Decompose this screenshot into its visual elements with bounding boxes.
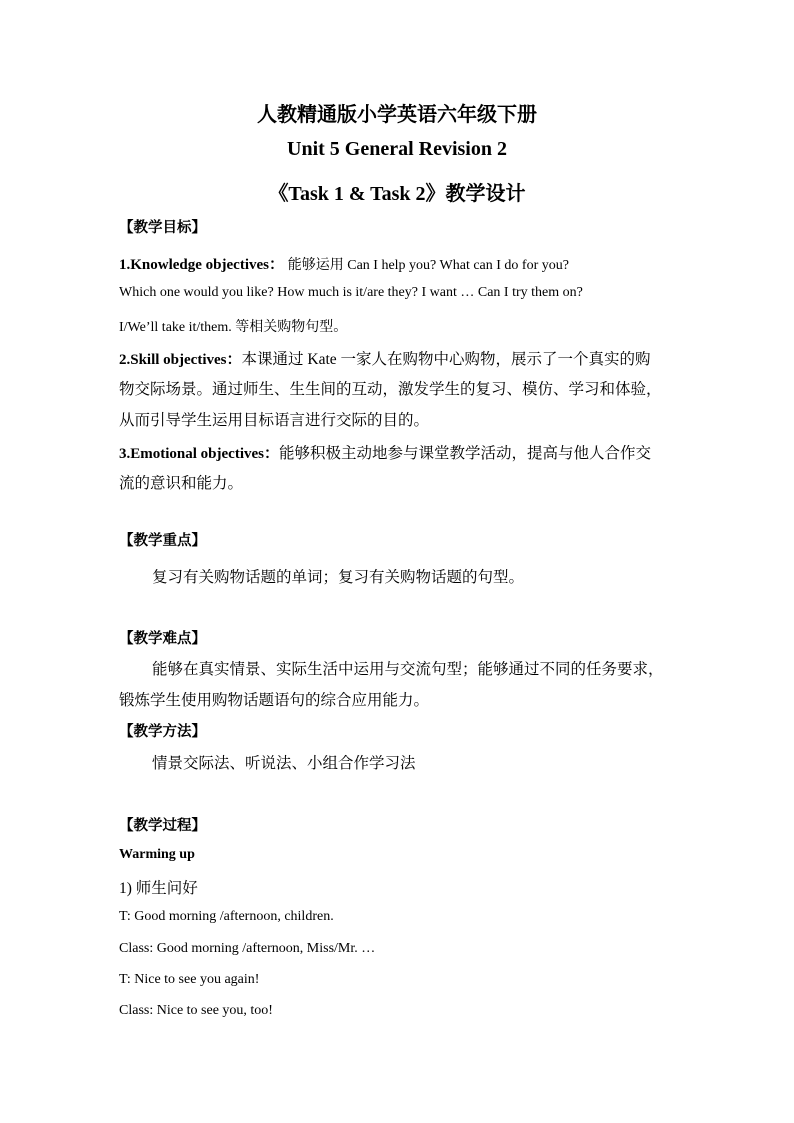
difficulties-text-line-2: 锻炼学生使用购物话题语句的综合应用能力。: [119, 692, 430, 709]
document-title-unit: Unit 5 General Revision 2: [287, 138, 507, 160]
knowledge-objectives-line-2: Which one would you like? How much is it/are they? I want … Can I try them on?: [119, 285, 583, 300]
methods-heading: 【教学方法】: [119, 724, 206, 740]
objectives-heading: 【教学目标】: [119, 220, 206, 236]
skill-objectives-line-3: 从而引导学生运用目标语言进行交际的目的。: [119, 412, 430, 429]
skill-objectives-label: 2.Skill objectives：: [119, 352, 242, 368]
dialogue-line: Class: Nice to see you, too!: [119, 1003, 273, 1018]
key-points-heading: 【教学重点】: [119, 533, 206, 549]
methods-text: 情景交际法、听说法、小组合作学习法: [152, 755, 416, 772]
skill-objectives-line-2: 物交际场景。通过师生、生生间的互动，激发学生的复习、模仿、学习和体验，: [119, 381, 662, 398]
key-points-text: 复习有关购物话题的单词；复习有关购物话题的句型。: [152, 569, 525, 586]
emotional-objectives-line-2: 流的意识和能力。: [119, 475, 244, 492]
dialogue-line: T: Nice to see you again!: [119, 972, 260, 987]
emotional-objectives-line-1: [119, 441, 651, 463]
knowledge-objectives-line-1: [119, 253, 569, 274]
emotional-objectives-text: 能够积极主动地参与课堂教学活动，提高与他人合作交: [278, 445, 651, 462]
process-heading: 【教学过程】: [119, 818, 206, 834]
dialogue-line: Class: Good morning /afternoon, Miss/Mr. …: [119, 941, 376, 956]
knowledge-objectives-label: 1.Knowledge objectives：: [119, 257, 284, 273]
difficulties-text-line-1: 能够在真实情景、实际生活中运用与交流句型；能够通过不同的任务要求，: [152, 661, 664, 678]
dialogue-line: T: Good morning /afternoon, children.: [119, 909, 334, 924]
document-title-task: 《Task 1 & Task 2》教学设计: [268, 183, 526, 205]
document-title-chinese: 人教精通版小学英语六年级下册: [257, 104, 537, 126]
difficulties-heading: 【教学难点】: [119, 631, 206, 647]
warming-up-step-1: 1) 师生问好: [119, 880, 198, 897]
warming-up-heading: Warming up: [119, 847, 195, 862]
skill-objectives-line-1: [119, 347, 651, 369]
knowledge-objectives-line-3: I/We’ll take it/them. 等相关购物句型。: [119, 320, 348, 335]
emotional-objectives-label: 3.Emotional objectives：: [119, 446, 279, 462]
knowledge-objectives-text: 能够运用 Can I help you? What can I do for you?: [287, 258, 569, 273]
skill-objectives-text: 本课通过 Kate 一家人在购物中心购物，展示了一个真实的购: [241, 351, 651, 368]
